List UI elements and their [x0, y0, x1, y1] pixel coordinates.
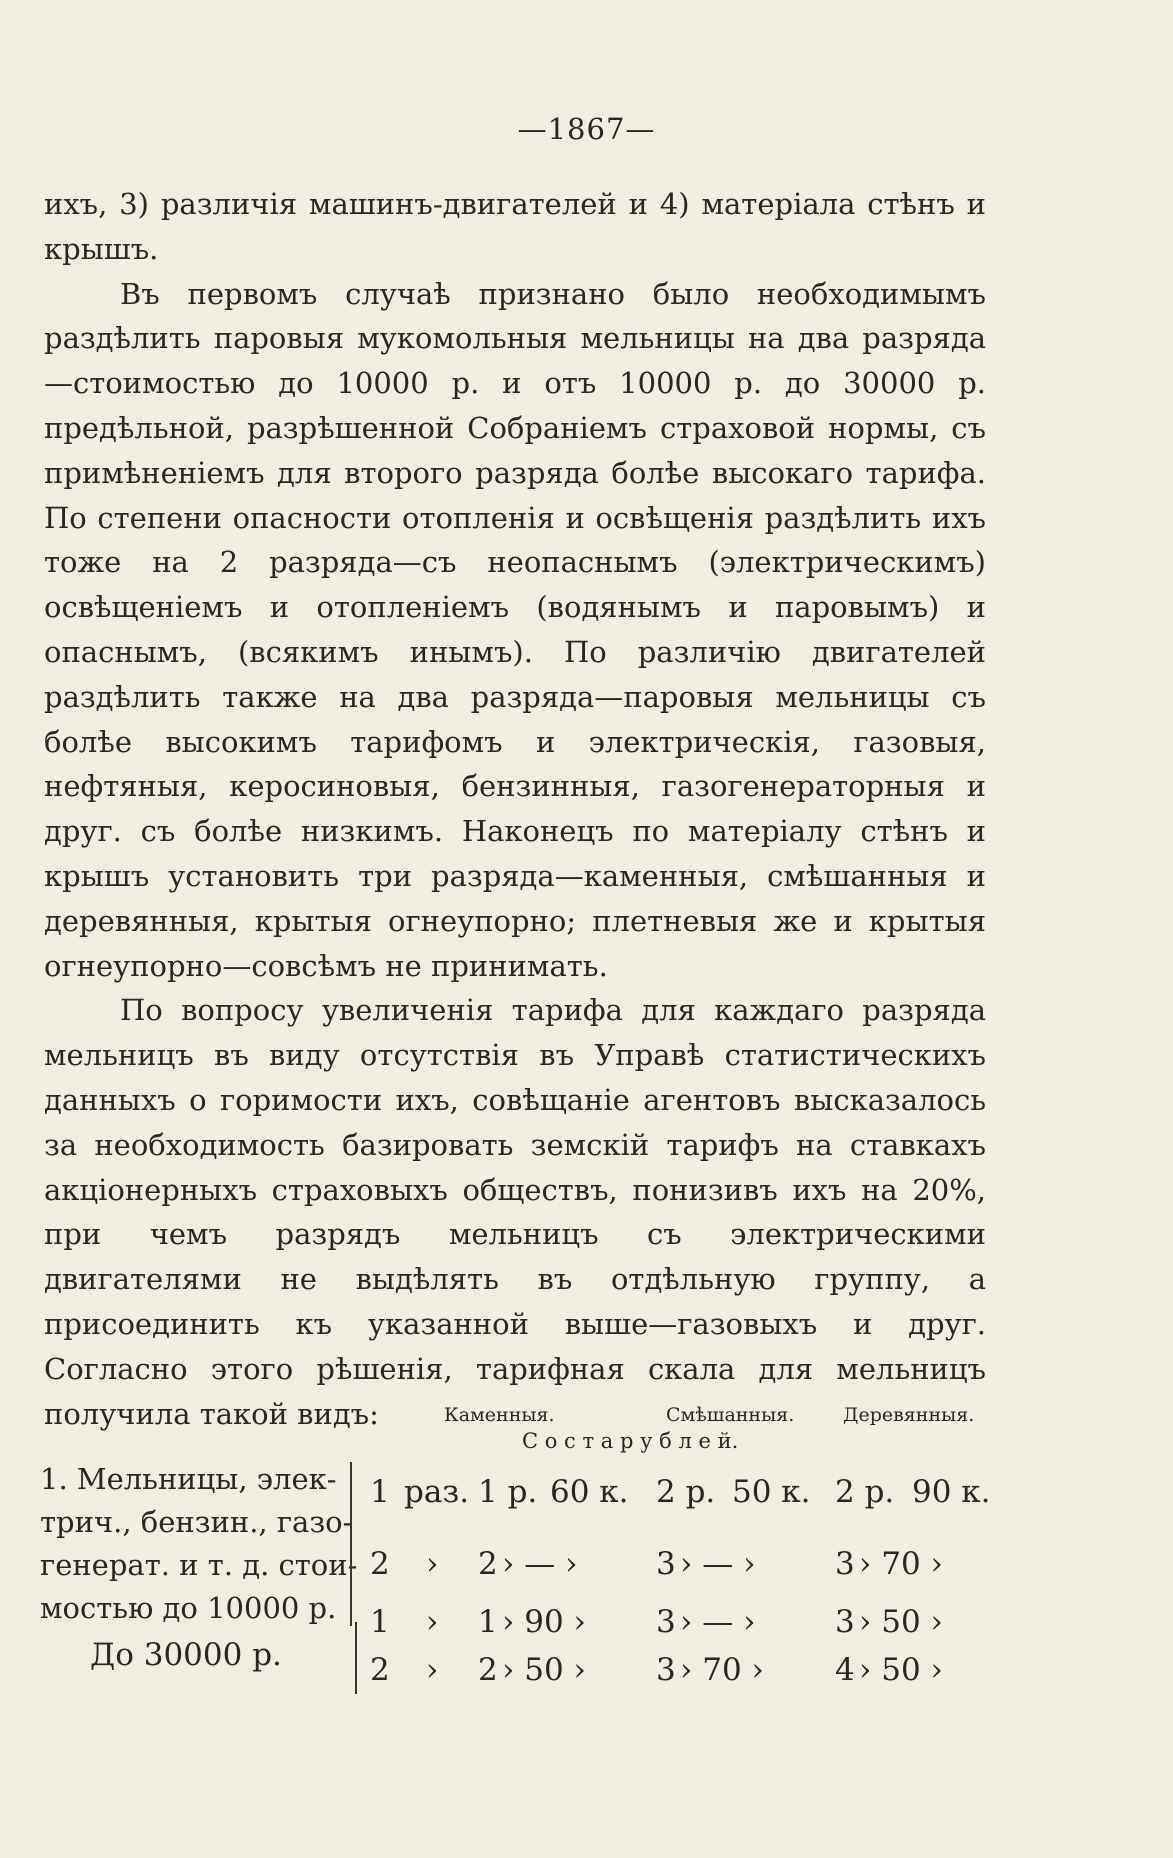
group-label-30000: До 30000 р.: [90, 1637, 282, 1673]
column-header-wood: Деревянныя.: [843, 1404, 975, 1426]
paragraph: ихъ, 3) различія машинъ-двигателей и 4) матеріала стѣнъ и крышъ.: [44, 187, 986, 266]
document-page: —1867— ихъ, 3) различія машинъ-двигателей и 4) матеріала стѣнъ и крышъ. Въ первомъ случаѣ признано было необходимымъ раздѣлить паровыя мукомольныя мельницы на два разряда—стоимостью до 10000 р. и отъ 10000 р. до 30000 р. предѣльной, разрѣшенной Собраніемъ страховой нормы, съ примѣненіемъ для второго разряда болѣе высокаго тарифа. По степени опасности отопленія и освѣщенія раздѣлить ихъ тоже на 2 разряда—съ неопаснымъ (электрическимъ) освѣщеніемъ и отопленіемъ (водянымъ и паровымъ) и опаснымъ, (всякимъ инымъ). По различію двигателей раздѣлить также на два разряда—паровыя мельницы съ болѣе высокимъ тарифомъ и электрическія, газовыя, нефтяныя, керосиновыя, бензинныя, газогенераторныя и друг. съ болѣе низкимъ. Наконецъ по матеріалу стѣнъ и крышъ установить три разряда—каменныя, смѣшанныя и деревянныя, крытыя огнеупорно; плетневыя же и крытыя огнеупорно—совсѣмъ не принимать. По вопросу увеличенія тарифа для каждаго разряда мельницъ въ виду отсутствія въ Управѣ статистическихъ данныхъ о горимости ихъ, совѣщаніе агентовъ высказалось за необходимость базировать земскій тарифъ на ставкахъ акціонерныхъ страховыхъ обществъ, понизивъ ихъ на 20%, при чемъ разрядъ мельницъ съ электрическими двигателями не выдѣлять въ отдѣльную группу, а присоединить къ указанной выше—газовыхъ и друг. Согласно этого рѣшенія, тарифная скала для мельницъ получила такой видъ: Каменныя. Смѣшанныя. Деревянныя. С о с т а р у б л е й. 1. Мельницы, элек- трич., бензин., газо- генерат. и т. д. стои- мостью до 10000 р. До 30000 р. 1 раз. 1 р. 60 к. 2 р. 50 к. 2 р. 90 к. 2 › 2 › — › 3 › — › 3 › 70 › 1 › 1 › 90 › 3 › — › 3 › 50 › 2 › 2 › 50 › 3 › 70 › 4 › 50 ›: [0, 0, 1173, 1858]
brace: [355, 1622, 363, 1694]
body-text: [44, 182, 986, 1436]
group-label-10000: [40, 1458, 357, 1630]
group-label-line: мостью до 10000 р.: [40, 1591, 337, 1625]
page-number: —1867—: [517, 112, 656, 146]
paragraph: Въ первомъ случаѣ признано было необходимымъ раздѣлить паровыя мукомольныя мельницы на два разряда—стоимостью до 10000 р. и отъ 10000 р. до 30000 р. предѣльной, разрѣшенной Собраніемъ страховой нормы, съ примѣненіемъ для второго разряда болѣе высокаго тарифа. По степени опасности отопленія и освѣщенія раздѣлить ихъ тоже на 2 разряда—съ неопаснымъ (электрическимъ) освѣщеніемъ и отопленіемъ (водянымъ и паровымъ) и опаснымъ, (всякимъ инымъ). По различію двигателей раздѣлить также на два разряда—паровыя мельницы съ болѣе высокимъ тарифомъ и электрическія, газовыя, нефтяныя, керосиновыя, бензинныя, газогенераторныя и друг. съ болѣе низкимъ. Наконецъ по матеріалу стѣнъ и крышъ установить три разряда—каменныя, смѣшанныя и деревянныя, крытыя огнеупорно; плетневыя же и крытыя огнеупорно—совсѣмъ не принимать.: [44, 276, 986, 983]
group-label-line: 1. Мельницы, элек-: [40, 1462, 337, 1496]
column-header-stone: Каменныя.: [444, 1404, 555, 1426]
paragraph: По вопросу увеличенія тарифа для каждаго разряда мельницъ въ виду отсутствія въ Управѣ статистическихъ данныхъ о горимости ихъ, совѣщаніе агентовъ высказалось за необходимость базировать земскій тарифъ на ставкахъ акціонерныхъ страховыхъ обществъ, понизивъ ихъ на 20%, при чемъ разрядъ мельницъ съ электрическими двигателями не выдѣлять въ отдѣльную группу, а присоединить къ указанной выше—газовыхъ и друг. Согласно этого рѣшенія, тарифная скала для мельницъ получила такой видъ:: [44, 993, 986, 1431]
unit-note: С о с т а р у б л е й.: [522, 1429, 739, 1453]
group-label-line: генерат. и т. д. стои-: [40, 1548, 358, 1582]
column-header-mixed: Смѣшанныя.: [666, 1404, 795, 1426]
brace: [350, 1462, 358, 1626]
group-label-line: трич., бензин., газо-: [40, 1505, 353, 1539]
